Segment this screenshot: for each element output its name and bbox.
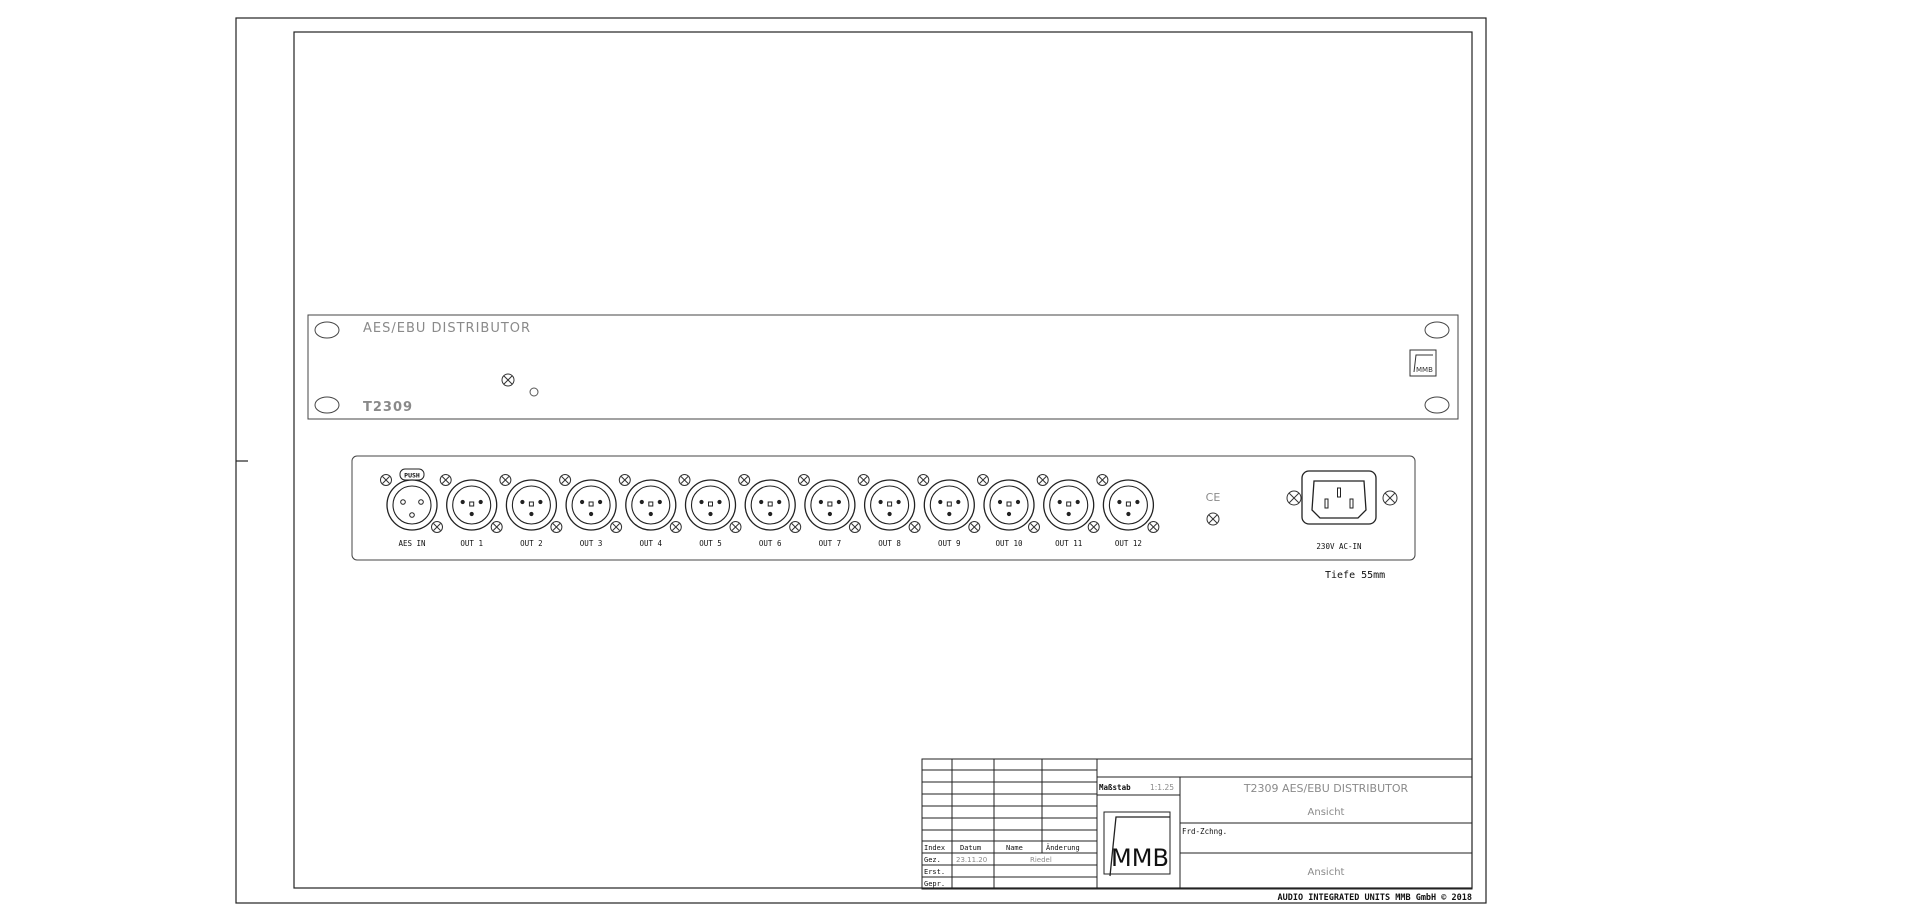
drawing-view-2: Ansicht [1307,867,1345,878]
screw-icon [432,522,443,533]
front-logo-icon [1410,350,1436,376]
power-inlet-icon [1302,471,1376,524]
push-label: PUSH [404,471,420,480]
screw-icon [1383,491,1397,505]
xlr-input-connector [387,480,437,530]
sheet-inner-frame [294,32,1472,888]
screw-icon [502,374,514,386]
xlr-output-connector [745,480,795,530]
connector-label: OUT 9 [938,539,961,548]
screw-icon [918,475,929,486]
screw-icon [798,475,809,486]
screw-icon [611,522,622,533]
rev-header-name: Name [1006,844,1023,852]
connector-label: OUT 4 [639,539,663,548]
copyright-line: AUDIO INTEGRATED UNITS MMB GmbH © 2018 [1277,893,1472,903]
row-label-checked: Gepr. [924,880,946,888]
connector-label: OUT 2 [520,539,543,548]
screw-icon [1097,475,1108,486]
drawing-title: T2309 AES/EBU DISTRIBUTOR [1243,782,1409,795]
power-label: 230V AC-IN [1316,542,1362,551]
rack-slot-icon [1425,397,1449,413]
rev-header-change: Änderung [1046,844,1080,852]
screw-icon [858,475,869,486]
screw-icon [440,475,451,486]
screw-icon [560,475,571,486]
xlr-output-connector [924,480,974,530]
screw-icon [849,522,860,533]
xlr-output-connector [805,480,855,530]
xlr-output-connector [865,480,915,530]
connector-label: OUT 10 [995,539,1023,548]
screw-icon [1029,522,1040,533]
screw-icon [619,475,630,486]
screw-icon [790,522,801,533]
xlr-output-connector [1103,480,1153,530]
xlr-output-connector [686,480,736,530]
connector-label: OUT 5 [699,539,722,548]
screw-icon [1148,522,1159,533]
title-block [922,759,1472,903]
connector-label: OUT 7 [818,539,842,548]
drawing-number-label: Frd-Zchng. [1182,827,1228,836]
screw-icon [491,522,502,533]
xlr-output-connector [447,480,497,530]
screw-icon [381,475,392,486]
rack-slot-icon [1425,322,1449,338]
company-logo-text: MMB [1111,844,1169,872]
connector-label: OUT 3 [579,539,603,548]
connector-row [381,475,1159,549]
ce-mark: CE [1205,491,1221,504]
rack-slot-icon [315,397,339,413]
scale-label: Maßstab [1099,783,1131,792]
screw-icon [1088,522,1099,533]
led-indicator-icon [530,388,538,396]
scale-value: 1:1.25 [1150,783,1174,792]
connector-label: OUT 1 [460,539,483,548]
screw-icon [679,475,690,486]
row-label-created: Erst. [924,868,946,876]
connector-label: AES IN [398,539,426,548]
company-logo-icon [1104,812,1170,876]
screw-icon [1287,491,1301,505]
rev-header-date: Datum [960,844,982,852]
sheet-outer-frame [236,18,1486,903]
front-logo-text: MMB [1416,366,1433,374]
xlr-output-connector [984,480,1034,530]
drawing-view: Ansicht [1307,807,1345,818]
drawn-date: 23.11.20 [956,856,988,864]
drawn-name: Riedel [1030,856,1052,864]
connector-label: OUT 12 [1114,539,1142,548]
row-label-drawn: Gez. [924,856,941,864]
screw-icon [730,522,741,533]
front-panel-title: AES/EBU DISTRIBUTOR [363,321,532,336]
rear-panel-view [352,456,1415,581]
screw-icon [909,522,920,533]
screw-icon [1207,513,1219,525]
screw-icon [978,475,989,486]
screw-icon [1037,475,1048,486]
front-panel-view [308,315,1458,419]
xlr-output-connector [1044,480,1094,530]
rev-header-index: Index [924,844,946,852]
xlr-output-connector [566,480,616,530]
depth-note: Tiefe 55mm [1325,570,1386,581]
screw-icon [739,475,750,486]
rack-slot-icon [315,322,339,338]
screw-icon [551,522,562,533]
xlr-output-connector [626,480,676,530]
connector-label: OUT 11 [1055,539,1083,548]
front-panel-model: T2309 [363,400,414,415]
connector-label: OUT 8 [878,539,901,548]
screw-icon [670,522,681,533]
screw-icon [500,475,511,486]
connector-label: OUT 6 [758,539,782,548]
xlr-output-connector [506,480,556,530]
screw-icon [969,522,980,533]
